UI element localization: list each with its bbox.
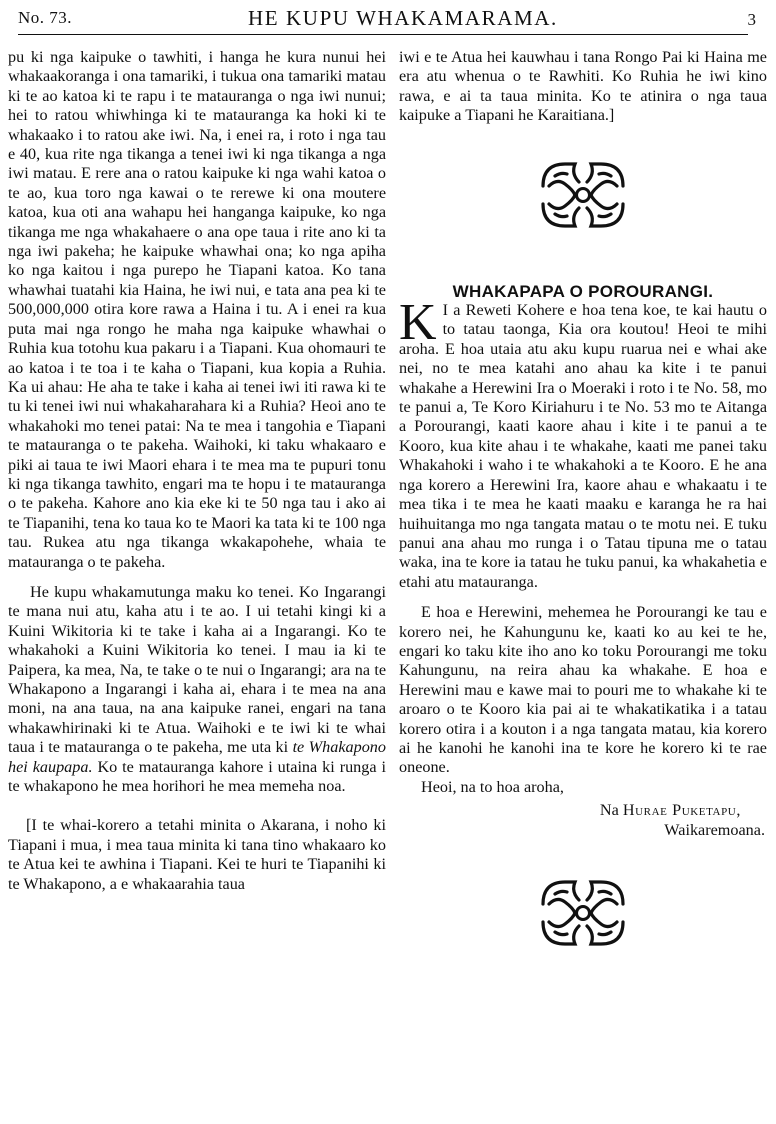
article-paragraph-1: pu ki nga kaipuke o tawhiti, i hanga he kura nunui hei whakaakoranga i ona tamariki, i tukua ona tamariki matau ki te ao katoa ki te rapu i te matauranga o nga iwi nunui; hei to ratou whiwhinga ki te matauranga ka hoki ki te whakaako i to ratou ake iwi. Na, i enei ra, i roto i nga tau e 40, kua rite nga tikanga a tenei iwi ki nga tikanga a nga iwi matau. E rere ana o ratou kaipuke ki nga wahi katoa o te ao, kua toro nga kawai o te rerewe ki ona moutere katoa, kua oti ana wahapu hei hanganga kaipuke, ko nga tikanga me nga whakahaere o ana ope taua i rite ano ki ta nga iwi pakeha; he kaipuke whawhai ona; ko nga apiha ko nga kaitou i nga purepo he Tiapani katoa. Ko tana whawhai tuatahi kia Haina, he iwi nui, e tata ana pea ki te 500,000,000 otira kore rawa a Haina i tu. A i enei ra kua puta mai nga rongo he maha nga kaipuke whawhai o Ruhia kua totohu kua pakaru i a Tiapani. Kua ohomauri te ao katoa i te toa i te kaha o Tiapani, kua kopia a Ruhia. Ka ui ahau: He aha te take i kaha ai tenei iwi iti rawa ki te tu ki tenei iwi nui whakaharahara ki a Ruhia? Heoi ano te whakahoki mo tenei patai: Na te mea i tangohia e Tiapani te matauranga o te pakeha. Waihoki, ki taku whakaaro e piki ai taua te iwi Maori ehara i te mea ma te pupuri tonu ki nga tikanga tawhito, engari ma te hopu i te matauranga o te pakeha. Kahore ano kia eke ki te 50 nga tau i ako ai te Tiapanihi, tena ko taua ko te Maori ka tata ki te 100 nga tau. Rukea atu nga tikanga wkakapohehe, whaia te matauranga o te pakeha. [8,48,386,571]
article-paragraph-2-italic: te Whakapono hei kaupapa. [8,738,386,776]
article-paragraph-2-text: He kupu whakamutunga maku ko tenei. Ko Ingarangi te mana nui atu, kaha atu i te ao. I ui tetahi kingi ki a Kuini Wikitoria ki te take i kaha ai a Ingarangi. Ko te whakahoki a Kuini Wikitoria ko tenei. I mau ia ki te Paipera, ka mea, Na, te take o te nui o Ingarangi; ara na te Whakapono a Ingarangi i kaha ai, ehara i te mea na ana moni, na ana taua, na ana kaipuke ranei, engari na tana whakawhirinaki ki te Atua. Waihoki e te iwi ki te whai taua i te matauranga o te pakeha, me uta ki [8,582,386,757]
letter-paragraph-1-text: I a Reweti Kohere e hoa tena koe, te kai hautu o to tatau taonga, Kia ora koutou! Heoi te mihi aroha. E hoa utaia atu aku kupu ruarua nei e whai ake nei, no te mea katahi ano ahau ka kite i te panui whakahe a Herewini Ira o Moeraki i roto i te No. 58, mo te panui a, Te Koro Kiriahuru i te No. 53 mo te Aitanga a Porourangi, kaati kaore ahau i kite i te panui a te Kooro, kua kite ahau i te whakahe, kaati me panei taku Whakahoki i waho i te whakahoki a te Kooro. E he ana nga korero a Herewini Ira, kaore ahau e whakaatu i te mea tika i te mea he kaati maaku e karanga he ra hai huihuitanga mo nga tangata matau o te motu nei. E tuku panui ana ahau mo runga i o Tatau tipuna me o tatau waka, ina te kore ia tatau he tuku panui, ka whakahetia e etahi atu matauranga. [399,301,767,591]
signature-name: Hurae Puketapu, [622,801,741,820]
masthead-title: HE KUPU WHAKAMARAMA. [248,6,558,30]
ornament-icon [535,156,631,234]
right-column [399,48,767,952]
header-rule [18,34,748,35]
signature-prefix: Na [599,801,619,820]
letter-closing: Heoi, na to hoa aroha, [421,777,564,796]
editor-note-continued: iwi e te Atua hei kauwhau i tana Rongo Pai ki Haina me era atu whenua o te Rawhiti. Ko Ruhia he iwi kino rawa, e ai ta taua minita. Ko te atinira o nga taua kaipuke a Tiapani he Karaitiana.] [399,48,767,125]
article-paragraph-2-end: Ko te matauranga kahore i utaina ki runga i te whakapono he mea horihori he mea memeha noa. [8,757,386,796]
letter-paragraph-2: E hoa e Herewini, mehemea he Porourangi ke tau e korero nei, he Kahungunu ke, kaati ko au kei te he, engari ko taku kite iho ano ko toku Porourangi me toku Kahungunu, na reira ahau ka whakahe. E hoa e Herewini mau e kawe mai to pouri me to whakahe ki te aroaro o te Kooro kia pai ai te whakatikatika i a tatau korero otira i a kouton i a nga tangata matau, kia korero ai he kanohi he kanohi ina te kore he korero ki te rae oneone. [399,603,767,777]
page-number: 3 [747,10,756,29]
section-heading: WHAKAPAPA O POROURANGI. [452,281,714,301]
signature [399,801,767,820]
editor-note-paragraph: [I te whai-korero a tetahi minita o Akarana, i noho ki Tiapani i mua, i mea taua minita ki tana tino whakaaro ko te Atua kei te awhina i Tiapani. Kei te huri te Tiapanihi ki te Whakapono, a e whakaarahia taua [8,816,386,893]
article-paragraph-2 [8,583,386,796]
ornament-bottom-icon [535,874,631,952]
drop-cap: K [399,294,437,352]
issue-number: No. 73. [18,8,73,27]
left-column [8,48,386,894]
page-header [18,6,764,36]
letter-paragraph-1 [399,294,767,592]
signature-place: Waikaremoana. [664,820,765,839]
